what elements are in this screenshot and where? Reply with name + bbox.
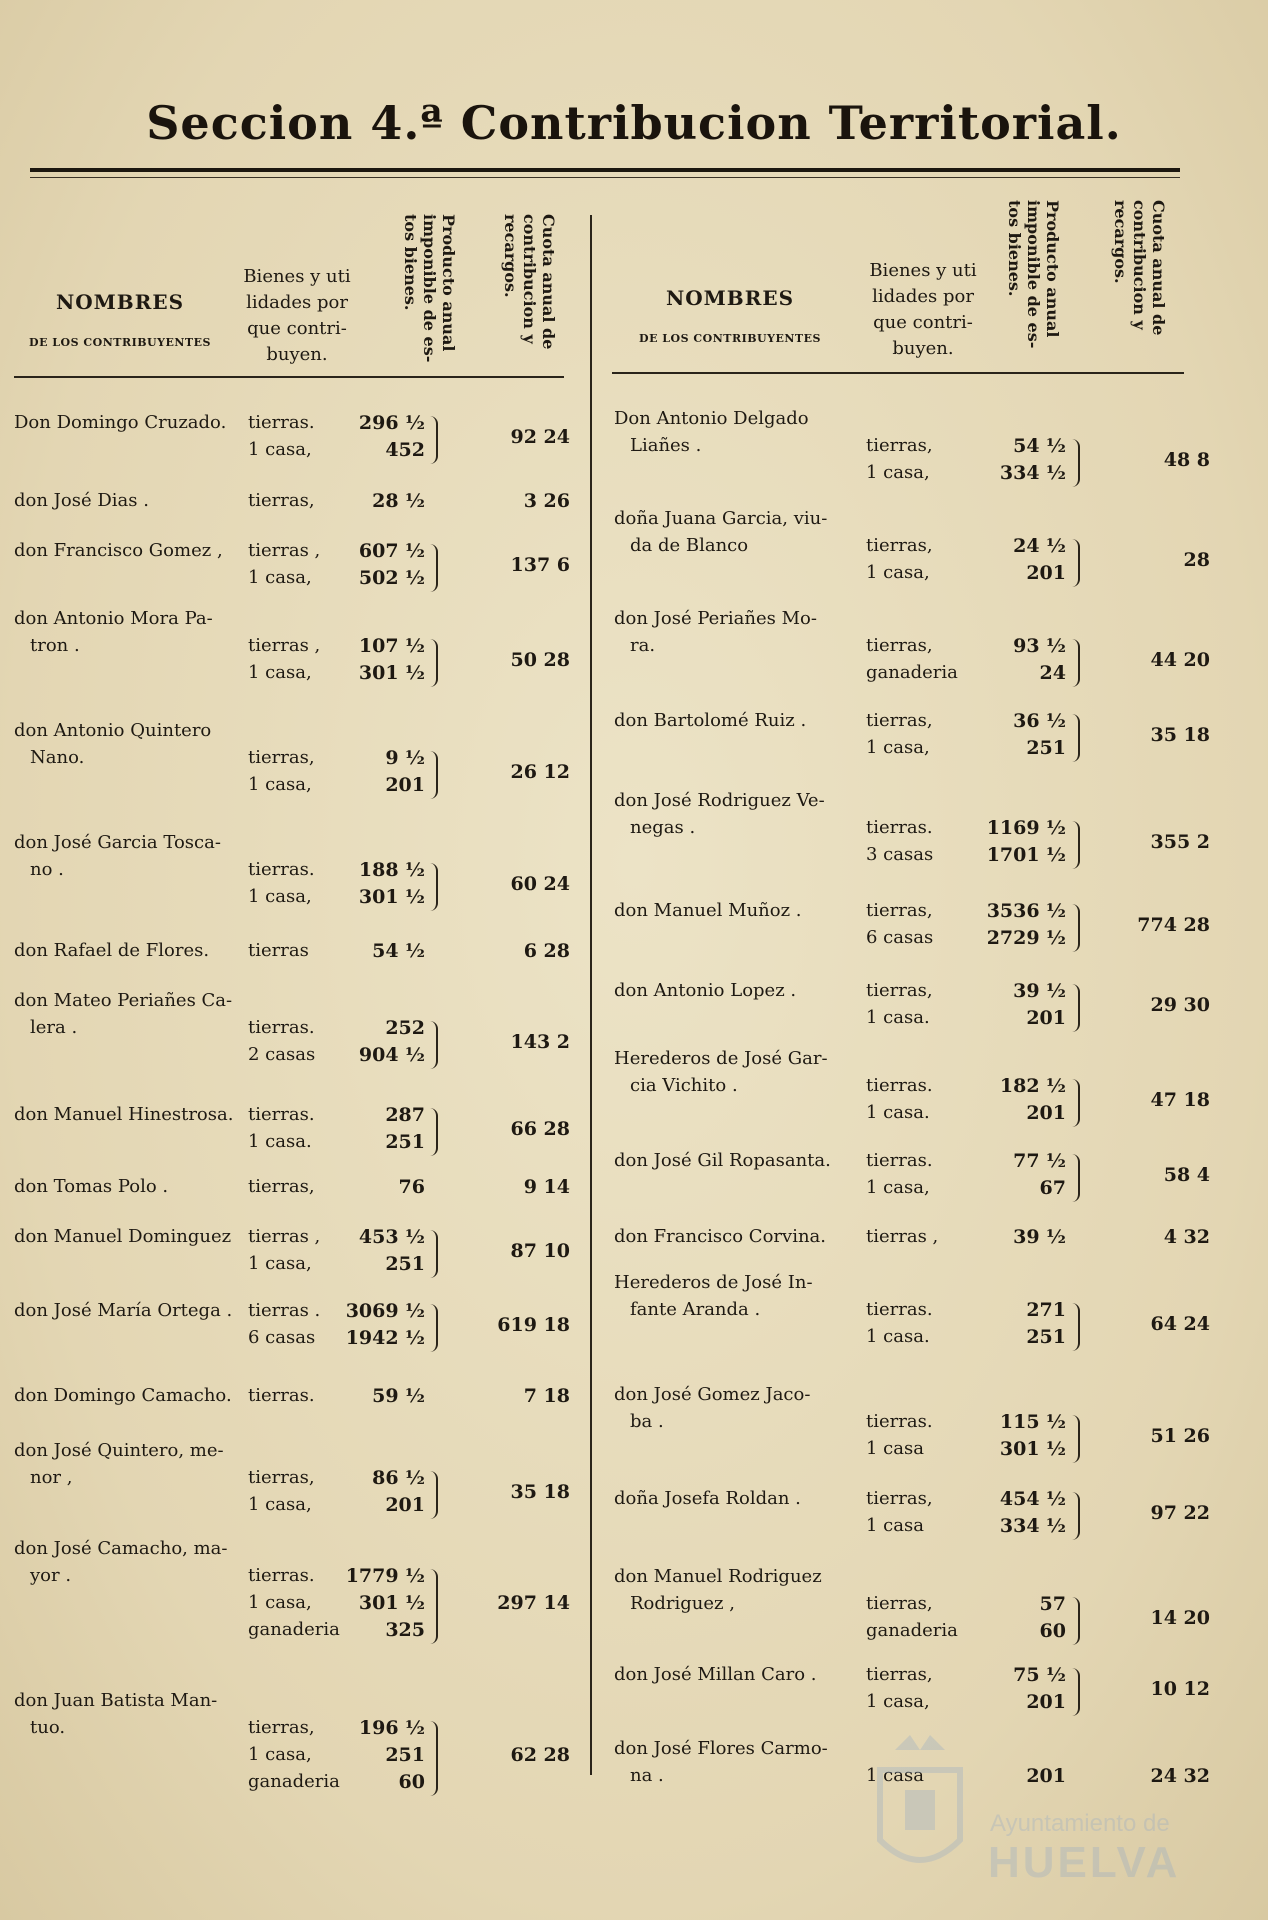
bienes-cell: 1 casa	[866, 1515, 924, 1536]
bienes-cell: 1 casa.	[866, 1326, 930, 1347]
contributor-name: don José Periañes Mo-	[614, 608, 817, 629]
cuota-cell: 97 22	[1150, 1501, 1210, 1524]
bienes-cell: 1 casa,	[248, 1253, 312, 1274]
producto-cell: 107 ½	[358, 635, 425, 657]
brace-mark	[430, 639, 438, 687]
brace-mark	[1072, 1415, 1080, 1463]
cuota-cell: 87 10	[510, 1239, 570, 1262]
names-header	[610, 286, 850, 345]
bienes-cell: 1 casa.	[866, 1007, 930, 1028]
cuota-cell: 24 32	[1150, 1765, 1210, 1787]
producto-cell: 201	[1026, 1102, 1066, 1124]
producto-cell: 325	[385, 1619, 425, 1641]
contributor-name: doña Juana Garcia, viu-	[614, 508, 828, 529]
contributor-name: tuo.	[30, 1717, 66, 1738]
brace-mark	[1072, 821, 1080, 869]
producto-cell: 2729 ½	[986, 927, 1066, 949]
bienes-cell: 1 casa,	[866, 1177, 930, 1198]
contributor-name: don Rafael de Flores.	[14, 940, 210, 961]
bienes-cell: tierras.	[248, 412, 315, 433]
brace-mark	[430, 1021, 438, 1069]
brace-mark	[1072, 1079, 1080, 1127]
title-rule-thin	[30, 177, 1180, 178]
cuota-cell: 26 12	[510, 760, 570, 783]
contributor-name: Don Domingo Cruzado.	[14, 412, 227, 433]
contributor-name: don Francisco Corvina.	[614, 1226, 826, 1247]
brace-mark	[1072, 1668, 1080, 1716]
contributor-name: ra.	[630, 635, 656, 656]
cuota-cell: 66 28	[510, 1117, 570, 1140]
bienes-cell: ganaderia	[866, 1620, 958, 1641]
bienes-cell: ganaderia	[248, 1619, 340, 1640]
contributor-name: Rodriguez ,	[630, 1593, 735, 1614]
producto-cell: 904 ½	[358, 1044, 425, 1066]
producto-cell: 287	[385, 1104, 425, 1126]
contributor-name: don José Gomez Jaco-	[614, 1384, 811, 1405]
producto-cell: 201	[385, 774, 425, 796]
cuota-cell: 4 32	[1163, 1226, 1210, 1248]
brace-mark	[430, 544, 438, 592]
contributor-name: don José Garcia Tosca-	[14, 832, 221, 853]
brace-mark	[430, 1471, 438, 1519]
bienes-cell: tierras,	[866, 535, 933, 556]
bienes-cell: 3 casas	[866, 844, 934, 865]
cuota-cell: 10 12	[1150, 1677, 1210, 1700]
contributor-name: don José Quintero, me-	[14, 1440, 224, 1461]
bienes-cell: tierras .	[248, 1300, 321, 1321]
contributor-name: don Antonio Mora Pa-	[14, 608, 213, 629]
bienes-cell: tierras.	[866, 1150, 933, 1171]
bienes-cell: 1 casa,	[866, 462, 930, 483]
contribuyentes-header-label: DE LOS CONTRIBUYENTES	[639, 332, 821, 345]
contributor-name: don Tomas Polo .	[14, 1176, 169, 1197]
brace-mark	[1072, 539, 1080, 587]
contributor-name: don José María Ortega .	[14, 1300, 233, 1321]
bienes-cell: 1 casa,	[248, 662, 312, 683]
contributor-name: lera .	[30, 1017, 78, 1038]
bienes-header-line: lidades por	[872, 286, 974, 307]
contributor-name: don Bartolomé Ruiz .	[614, 710, 807, 731]
bienes-cell: tierras.	[866, 1075, 933, 1096]
producto-cell: 251	[385, 1253, 425, 1275]
right-header-rule	[612, 372, 1184, 374]
contributor-name: don José Millan Caro .	[614, 1664, 817, 1685]
contributor-name: don José Rodriguez Ve-	[614, 790, 825, 811]
contributor-name: Liañes .	[630, 435, 702, 456]
brace-mark	[430, 1108, 438, 1156]
producto-cell: 453 ½	[358, 1226, 425, 1248]
watermark-text-1: Ayuntamiento de	[990, 1810, 1170, 1837]
contributor-name: negas .	[630, 817, 696, 838]
cuota-cell: 35 18	[1150, 723, 1210, 746]
bienes-cell: ganaderia	[248, 1771, 340, 1792]
producto-cell: 3069 ½	[345, 1300, 425, 1322]
brace-mark	[1072, 1154, 1080, 1202]
contributor-name: Herederos de José In-	[614, 1272, 813, 1293]
title-rule	[30, 168, 1180, 172]
cuota-cell: 297 14	[497, 1592, 570, 1614]
bienes-cell: 1 casa,	[248, 1494, 312, 1515]
bienes-cell: tierras,	[866, 1593, 933, 1614]
bienes-cell: 1 casa	[866, 1438, 924, 1459]
producto-cell: 201	[1026, 1765, 1066, 1787]
producto-cell: 271	[1026, 1299, 1066, 1321]
cuota-cell: 143 2	[510, 1030, 570, 1053]
bienes-cell: 1 casa,	[866, 737, 930, 758]
producto-cell: 54 ½	[1013, 435, 1066, 457]
brace-mark	[1072, 904, 1080, 952]
bienes-cell: tierras.	[866, 1411, 933, 1432]
names-header-label: NOMBRES	[55, 290, 185, 314]
contributor-name: yor .	[30, 1565, 72, 1586]
producto-cell: 1942 ½	[345, 1327, 425, 1349]
bienes-cell: tierras.	[248, 859, 315, 880]
contributor-name: doña Josefa Roldan .	[614, 1488, 801, 1509]
bienes-cell: 1 casa.	[248, 1131, 312, 1152]
producto-header: Producto anual imponible de es- tos bienes.	[1005, 200, 1062, 349]
producto-cell: 252	[385, 1017, 425, 1039]
bienes-cell: tierras ,	[248, 635, 321, 656]
producto-cell: 54 ½	[372, 940, 425, 962]
producto-cell: 251	[1026, 737, 1066, 759]
bienes-cell: tierras.	[866, 817, 933, 838]
table-row	[0, 900, 1268, 949]
bienes-cell: tierras,	[248, 1467, 315, 1488]
producto-cell: 75 ½	[1013, 1664, 1066, 1686]
brace-mark	[1072, 439, 1080, 487]
cuota-cell: 28	[1183, 548, 1210, 571]
producto-header: Producto anual imponible de es- tos bienes.	[401, 214, 458, 363]
page-title: Seccion 4.ª Contribucion Territorial.	[146, 96, 1122, 150]
producto-cell: 28 ½	[372, 490, 425, 512]
contributor-name: na .	[630, 1765, 664, 1786]
brace-mark	[430, 1304, 438, 1352]
producto-cell: 454 ½	[999, 1488, 1066, 1510]
brace-mark	[1072, 1492, 1080, 1540]
contributor-name: don Manuel Rodriguez	[614, 1566, 822, 1587]
brace-mark	[1072, 984, 1080, 1032]
cuota-cell: 29 30	[1150, 993, 1210, 1016]
producto-cell: 39 ½	[1013, 980, 1066, 1002]
producto-cell: 251	[385, 1744, 425, 1766]
bienes-cell: tierras,	[866, 1488, 933, 1509]
producto-cell: 607 ½	[358, 540, 425, 562]
cuota-cell: 774 28	[1137, 913, 1210, 936]
bienes-cell: tierras,	[866, 980, 933, 1001]
producto-cell: 188 ½	[358, 859, 425, 881]
producto-cell: 93 ½	[1013, 635, 1066, 657]
contributor-name: don Manuel Dominguez	[14, 1226, 232, 1247]
bienes-cell: 1 casa,	[248, 1744, 312, 1765]
cuota-cell: 7 18	[523, 1385, 570, 1407]
producto-cell: 251	[1026, 1326, 1066, 1348]
producto-cell: 301 ½	[358, 662, 425, 684]
contributor-name: Nano.	[30, 747, 85, 768]
producto-cell: 9 ½	[385, 747, 425, 769]
cuota-header: Cuota anual de contribucion y recargos.	[501, 214, 558, 350]
cuota-cell: 58 4	[1163, 1163, 1210, 1186]
bienes-cell: tierras,	[248, 1717, 315, 1738]
producto-cell: 201	[1026, 1691, 1066, 1713]
bienes-cell: tierras.	[866, 1299, 933, 1320]
left-header	[0, 200, 590, 370]
producto-cell: 1779 ½	[345, 1565, 425, 1587]
watermark-text-2: HUELVA	[988, 1838, 1181, 1887]
contributor-name: Don Antonio Delgado	[614, 408, 809, 429]
contributor-name: don José Camacho, ma-	[14, 1538, 228, 1559]
producto-cell: 502 ½	[358, 567, 425, 589]
cuota-cell: 51 26	[1150, 1424, 1210, 1447]
bienes-cell: 1 casa.	[866, 1102, 930, 1123]
cuota-cell: 14 20	[1150, 1606, 1210, 1629]
producto-cell: 67	[1039, 1177, 1066, 1199]
bienes-cell: 1 casa,	[866, 1691, 930, 1712]
bienes-header-line: buyen.	[266, 344, 328, 365]
contribuyentes-header-label: DE LOS CONTRIBUYENTES	[29, 336, 211, 349]
contributor-name: don José Dias .	[14, 490, 149, 511]
contributor-name: don Manuel Muñoz .	[614, 900, 802, 921]
producto-cell: 301 ½	[999, 1438, 1066, 1460]
column-divider	[590, 215, 592, 1775]
contributor-name: ba .	[630, 1411, 664, 1432]
bienes-cell: tierras ,	[866, 1226, 939, 1247]
producto-cell: 76	[398, 1176, 425, 1198]
bienes-cell: tierras.	[248, 1104, 315, 1125]
bienes-cell: 1 casa,	[248, 886, 312, 907]
brace-mark	[1072, 714, 1080, 762]
contributor-name: don José Gil Ropasanta.	[614, 1150, 831, 1171]
producto-cell: 251	[385, 1131, 425, 1153]
bienes-header-line: buyen.	[892, 338, 954, 359]
brace-mark	[1072, 1597, 1080, 1645]
cuota-cell: 62 28	[510, 1744, 570, 1766]
producto-cell: 1169 ½	[986, 817, 1066, 839]
producto-cell: 296 ½	[358, 412, 425, 434]
cuota-cell: 355 2	[1150, 830, 1210, 853]
cuota-cell: 44 20	[1150, 648, 1210, 671]
cuota-cell: 137 6	[510, 553, 570, 576]
contributor-name: don Domingo Camacho.	[14, 1385, 232, 1406]
bienes-cell: tierras.	[248, 1385, 315, 1406]
cuota-cell: 9 14	[523, 1176, 570, 1198]
brace-mark	[430, 1721, 438, 1796]
cuota-cell: 619 18	[497, 1313, 570, 1336]
bienes-cell: 6 casas	[248, 1327, 316, 1348]
brace-mark	[430, 1569, 438, 1644]
contributor-name: da de Blanco	[630, 535, 749, 556]
producto-cell: 301 ½	[358, 886, 425, 908]
producto-cell: 182 ½	[999, 1075, 1066, 1097]
contributor-name: don Juan Batista Man-	[14, 1690, 218, 1711]
right-header	[600, 200, 1200, 370]
producto-cell: 3536 ½	[986, 900, 1066, 922]
producto-cell: 24 ½	[1013, 535, 1066, 557]
producto-cell: 115 ½	[999, 1411, 1066, 1433]
producto-cell: 334 ½	[999, 1515, 1066, 1537]
brace-mark	[430, 863, 438, 911]
left-header-rule	[14, 376, 564, 378]
bienes-cell: tierras,	[248, 1176, 315, 1197]
bienes-cell: 1 casa,	[248, 439, 312, 460]
cuota-cell: 48 8	[1163, 448, 1210, 471]
contributor-name: tron .	[30, 635, 80, 656]
names-header-label: NOMBRES	[665, 286, 795, 310]
bienes-cell: tierras	[248, 940, 309, 961]
cuota-cell: 50 28	[510, 648, 570, 671]
producto-cell: 77 ½	[1013, 1150, 1066, 1172]
bienes-cell: tierras,	[866, 635, 933, 656]
producto-cell: 36 ½	[1013, 710, 1066, 732]
bienes-header-line: Bienes y uti	[869, 260, 977, 281]
bienes-cell: tierras ,	[248, 540, 321, 561]
crest-icon	[860, 1730, 980, 1890]
producto-cell: 60	[398, 1771, 425, 1793]
bienes-cell: tierras.	[248, 1565, 315, 1586]
producto-cell: 57	[1039, 1593, 1066, 1615]
producto-cell: 196 ½	[358, 1717, 425, 1739]
bienes-cell: 6 casas	[866, 927, 934, 948]
bienes-cell: tierras,	[866, 900, 933, 921]
contributor-name: don Antonio Lopez .	[614, 980, 797, 1001]
producto-cell: 1701 ½	[986, 844, 1066, 866]
cuota-cell: 6 28	[523, 940, 570, 962]
bienes-header	[232, 264, 362, 368]
producto-cell: 60	[1039, 1620, 1066, 1642]
producto-cell: 334 ½	[999, 462, 1066, 484]
contributor-name: don Antonio Quintero	[14, 720, 212, 741]
producto-cell: 201	[1026, 562, 1066, 584]
bienes-cell: tierras,	[248, 747, 315, 768]
producto-cell: 301 ½	[358, 1592, 425, 1614]
cuota-cell: 47 18	[1150, 1088, 1210, 1111]
bienes-header-line: que contri-	[873, 312, 973, 333]
producto-cell: 201	[1026, 1007, 1066, 1029]
cuota-cell: 60 24	[510, 872, 570, 895]
brace-mark	[430, 751, 438, 799]
producto-cell: 24	[1039, 662, 1066, 684]
bienes-cell: tierras ,	[248, 1226, 321, 1247]
contributor-name: don Francisco Gomez ,	[14, 540, 223, 561]
contributor-name: don Mateo Periañes Ca-	[14, 990, 233, 1011]
names-header	[10, 290, 230, 349]
bienes-cell: 1 casa,	[866, 562, 930, 583]
bienes-cell: tierras,	[866, 435, 933, 456]
bienes-cell: 1 casa,	[248, 1592, 312, 1613]
bienes-cell: 1 casa,	[248, 567, 312, 588]
bienes-cell: tierras,	[866, 1664, 933, 1685]
contributor-name: don Manuel Hinestrosa.	[14, 1104, 234, 1125]
bienes-header-line: lidades por	[246, 292, 348, 313]
table-row	[0, 490, 1268, 512]
bienes-cell: tierras,	[248, 490, 315, 511]
contributor-name: cia Vichito .	[630, 1075, 738, 1096]
cuota-cell: 35 18	[510, 1480, 570, 1503]
producto-cell: 201	[385, 1494, 425, 1516]
brace-mark	[430, 1230, 438, 1278]
watermark	[860, 1730, 1200, 1900]
producto-cell: 86 ½	[372, 1467, 425, 1489]
contributor-name: don José Flores Carmo-	[614, 1738, 828, 1759]
contributor-name: Herederos de José Gar-	[614, 1048, 828, 1069]
producto-cell: 59 ½	[372, 1385, 425, 1407]
cuota-cell: 64 24	[1150, 1312, 1210, 1335]
cuota-cell: 3 26	[523, 490, 570, 512]
brace-mark	[1072, 639, 1080, 687]
producto-cell: 452	[385, 439, 425, 461]
bienes-cell: 1 casa	[866, 1765, 924, 1786]
cuota-cell: 92 24	[510, 425, 570, 448]
contributor-name: no .	[30, 859, 64, 880]
brace-mark	[1072, 1303, 1080, 1351]
bienes-cell: 1 casa,	[248, 774, 312, 795]
brace-mark	[430, 416, 438, 464]
bienes-cell: tierras.	[248, 1017, 315, 1038]
bienes-cell: tierras,	[866, 710, 933, 731]
producto-cell: 39 ½	[1013, 1226, 1066, 1248]
contributor-name: fante Aranda .	[630, 1299, 761, 1320]
bienes-header	[858, 258, 988, 362]
bienes-cell: ganaderia	[866, 662, 958, 683]
bienes-header-line: Bienes y uti	[243, 266, 351, 287]
cuota-header: Cuota anual de contribucion y recargos.	[1111, 200, 1168, 336]
contributor-name: nor ,	[30, 1467, 73, 1488]
bienes-cell: 2 casas	[248, 1044, 316, 1065]
bienes-header-line: que contri-	[247, 318, 347, 339]
